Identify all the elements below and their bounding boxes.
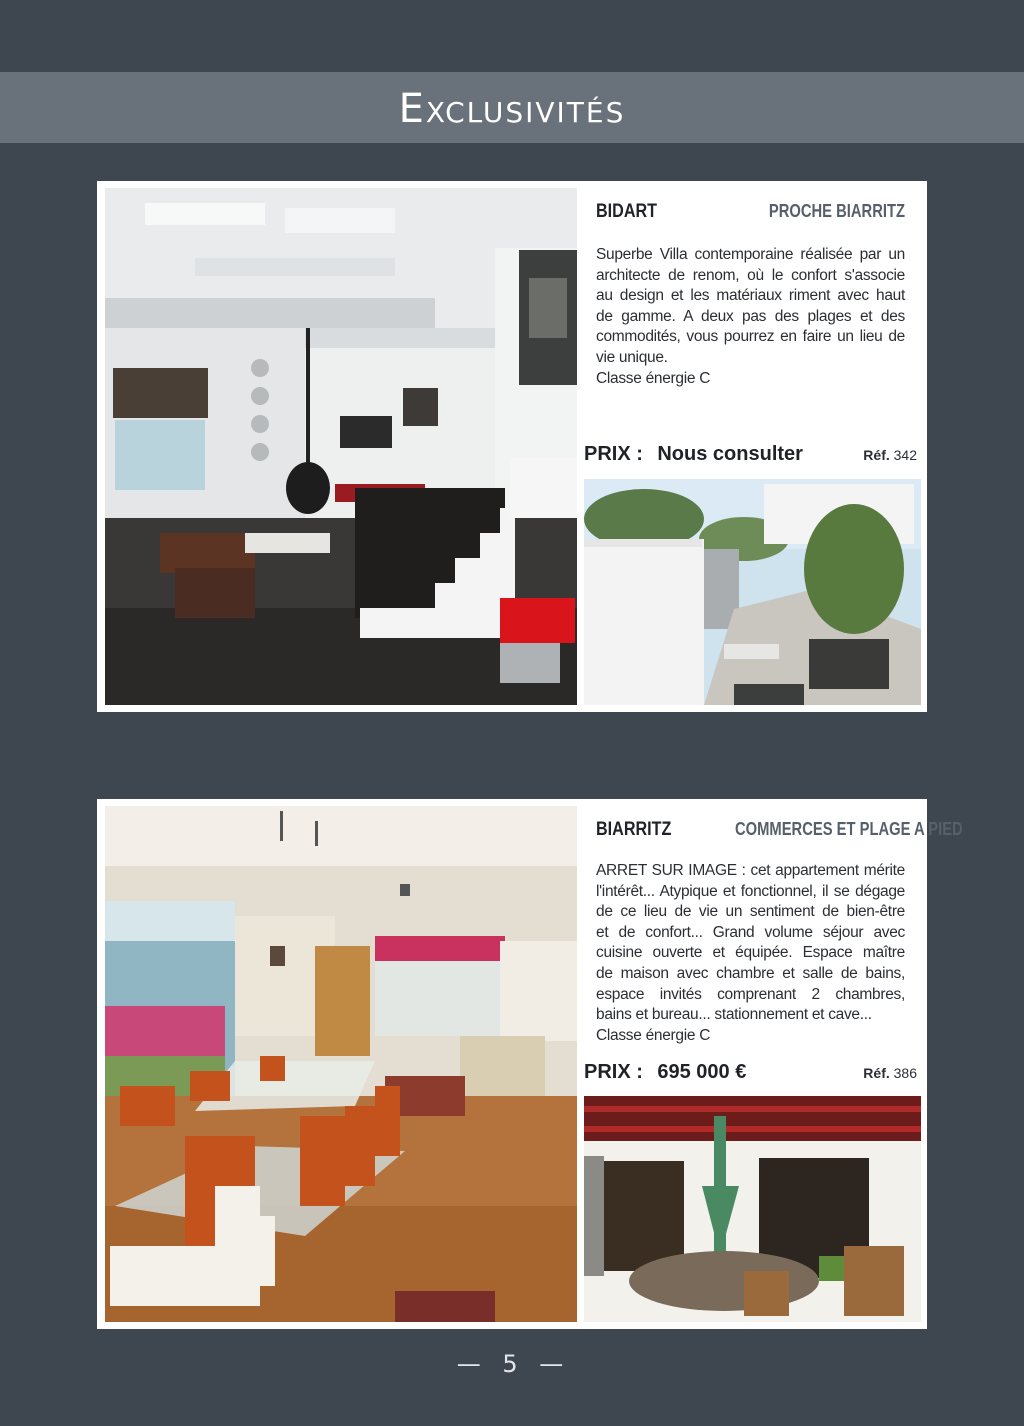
price-value: Nous consulter [657, 443, 803, 465]
description-line: au design et les matériaux riment avec haut [596, 287, 905, 305]
description-line: l'intérêt... Atypique et fonctionnel, il se dégage [596, 882, 905, 900]
description-line: vie unique. [596, 348, 668, 366]
energy-class: Classe énergie C [596, 369, 711, 387]
reference [863, 447, 917, 463]
listing-description [596, 245, 905, 389]
listing-photo-living-room[interactable] [105, 188, 577, 705]
description-line: de ce lieu de vie un sentiment de bien-être [596, 903, 905, 921]
listing-photo-garden[interactable] [584, 479, 921, 705]
listing-location-row [596, 819, 963, 841]
description-line: de maison avec chambre et salle de bains, [596, 964, 905, 982]
reference-number: 342 [893, 447, 917, 463]
page-number-value: 5 [502, 1350, 522, 1378]
description-line: ARRET SUR IMAGE : cet appartement mérite [596, 862, 905, 879]
page-number-dash-left: — [456, 1350, 485, 1378]
description-line: bains et bureau... stationnement et cave... [596, 1006, 872, 1024]
listing-tagline: PROCHE BIARRITZ [768, 201, 905, 221]
description-line: cuisine ouverte et équipée. Espace maître [596, 944, 905, 962]
listing-location-row [596, 201, 905, 223]
price-label: PRIX : [584, 1061, 643, 1083]
listing-city: BIDART [596, 201, 658, 222]
reference-label: Réf. [863, 447, 890, 463]
energy-class: Classe énergie C [596, 1026, 711, 1044]
listing-card-bidart [97, 181, 927, 712]
listing-city: BIARRITZ [596, 819, 672, 840]
description-line: architecte de renom, où le confort s'associe [596, 266, 905, 284]
reference-number: 386 [893, 1065, 917, 1081]
listing-photo-terrace[interactable] [584, 1096, 921, 1322]
listing-card-biarritz [97, 799, 963, 1329]
page-number [0, 1350, 1024, 1378]
description-line: Superbe Villa contemporaine réalisée par un [596, 246, 905, 263]
price-label: PRIX : [584, 443, 643, 465]
reference-label: Réf. [863, 1065, 890, 1081]
listing-tagline: COMMERCES ET PLAGE A PIED [734, 819, 963, 839]
description-line: commodités, vous pourrez en faire un lieu de [596, 328, 905, 346]
price-value: 695 000 € [657, 1061, 747, 1083]
page-number-dash-right: — [539, 1350, 568, 1378]
description-line: espace invités comprenant 2 chambres, [596, 985, 905, 1003]
listing-price-row [584, 443, 917, 466]
description-line: et de confort... Grand volume séjour avec [596, 923, 905, 941]
listing-photo-dining-room[interactable] [105, 806, 577, 1322]
listing-price-row [584, 1061, 917, 1084]
page-title: Exclusivités [398, 86, 626, 132]
description-line: de gamme. A deux pas des plages et des [596, 307, 905, 325]
reference [863, 1065, 917, 1081]
listing-description [596, 861, 905, 1046]
